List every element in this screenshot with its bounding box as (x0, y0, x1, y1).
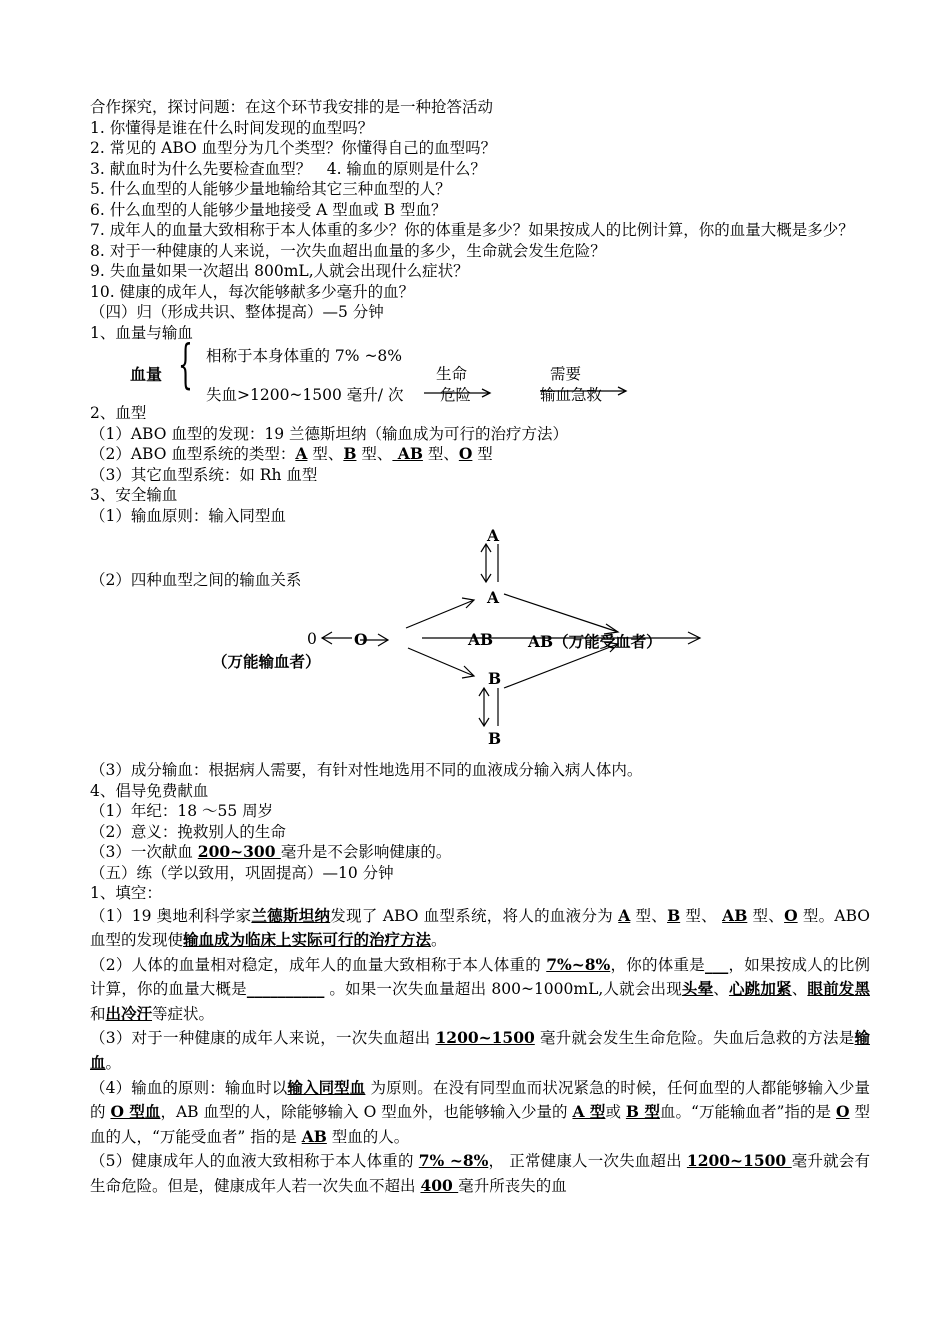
danger-label: 危险 (440, 386, 472, 404)
exercise-5: （5）健康成年人的血液大致相称于本人体重的 7% ~8%， 正常健康人一次失血超出 1200~1500 毫升就会有生命危险。但是，健康成年人若一次失血不超出 400 毫升所丧失的血 (90, 1151, 870, 1196)
question-2: 2. 常见的 ABO 血型分为几个类型？你懂得自己的血型吗？ (90, 139, 497, 157)
transfusion-relationship-label: （2）四种血型之间的输血关系 (90, 571, 302, 589)
document-page (90, 97, 870, 1199)
heading-blood-type: 2、血型 (90, 404, 147, 422)
question-6: 6. 什么血型的人能够少量地接受 A 型血或 B 型血？ (90, 200, 447, 219)
exercise-2: （2）人体的血量相对稳定，成年人的血量大致相称于本人体重的 7%~8%，你的体重是___，如果按成人的比例计算，你的血量大概是__________ 。如果一次失血量超出 800~1000mL,人就会出现头晕、心跳加紧、眼前发黑和出冷汗等症状。 (90, 954, 870, 1023)
node-o: O (354, 630, 368, 649)
question-5: 5. 什么血型的人能够少量地输给其它三种血型的人？ (90, 180, 451, 198)
blood-type-discovery: （1）ABO 血型的发现：19 兰德斯坦纳（输血成为可行的治疗方法） (90, 424, 569, 443)
heading-free-donation: 4、倡导免费献血 (90, 781, 209, 800)
abo-types-line: （2）ABO 血型系统的类型：A 型、B 型、 AB 型、O 型 (90, 444, 493, 463)
node-b-bottom: B (488, 729, 502, 748)
section5-title: （五）练（学以致用，巩固提高）—10 分钟 (90, 863, 394, 882)
heading-blood-volume: 1、血量与输血 (90, 323, 193, 342)
exercise-1: （1）19 奥地利科学家兰德斯坦纳发现了 ABO 血型系统，将人的血液分为 A 型、B 型、 AB 型、O 型。ABO 血型的发现使输血成为临床上实际可行的治疗方法。 (90, 905, 870, 950)
exercise-4: （4）输血的原则：输血时以输入同型血 为原则。在没有同型血而状况紧急的时候，任何血型的人都能够输入少量的 O 型血，AB 血型的人，除能够输入 O 型血外，也能够输入少量的 A 型或 B 型血。“万能输血者”指的是 O 型血的人，“万能受血者” 指的是 AB 型血的人。 (90, 1077, 870, 1146)
heading-safe-transfusion: 3、安全输血 (90, 486, 178, 504)
donation-age: （1）年纪：18 ～55 周岁 (90, 802, 274, 820)
need-label: 需要 (550, 365, 582, 383)
question-1: 1. 你懂得是谁在什么时间发现的血型吗？ (90, 118, 374, 137)
blood-volume-line2: 失血>1200~1500 毫升/ 次 (206, 386, 404, 404)
question-10: 10. 健康的成年人，每次能够献多少毫升的血？ (90, 282, 415, 301)
node-ab-universal: AB（万能受血者） (528, 632, 662, 651)
question-3-4: 3. 献血时为什么先要检查血型？ 4. 输血的原则是什么？ (90, 159, 486, 178)
donation-amount: （3）一次献血 200~300 毫升是不会影响健康的。 (90, 842, 452, 861)
intro-line: 合作探究，探讨问题：在这个环节我安排的是一种抢答活动 (90, 98, 494, 116)
fill-in-title: 1、填空： (90, 884, 162, 902)
life-label: 生命 (436, 365, 468, 383)
brace-icon: { (178, 335, 193, 395)
donation-meaning: （2）意义：挽救别人的生命 (90, 822, 286, 841)
question-7: 7. 成年人的血量大致相称于本人体重的多少？你的体重是多少？如果按成人的比例计算，你的血量大概是多少？ (90, 221, 854, 239)
node-ab-mid: AB (468, 630, 494, 649)
blood-volume-label: 血量 (130, 365, 163, 384)
node-b-mid: B (488, 669, 502, 688)
question-9: 9. 失血量如果一次超出 800mL,人就会出现什么症状？ (90, 262, 469, 280)
section4-title: （四）归（形成共识、整体提高）—5 分钟 (90, 303, 384, 321)
transfusion-arrows (90, 526, 790, 760)
exercise-3: （3）对于一种健康的成年人来说，一次失血超出 1200~1500 毫升就会发生生命危险。失血后急救的方法是输血。 (90, 1028, 870, 1073)
blood-volume-diagram (90, 335, 870, 404)
emergency-transfusion-label: 输血急救 (540, 386, 603, 404)
question-8: 8. 对于一种健康的人来说，一次失血超出血量的多少，生命就会发生危险？ (90, 241, 606, 260)
node-a-mid: A (487, 588, 500, 607)
transfusion-principle: （1）输血原则：输入同型血 (90, 506, 286, 525)
other-blood-systems: （3）其它血型系统：如 Rh 血型 (90, 465, 318, 484)
blood-volume-line1: 相称于本身体重的 7% ~8% (206, 347, 403, 365)
node-zero: 0 (307, 630, 317, 648)
transfusion-relationship-diagram (90, 526, 870, 760)
component-transfusion: （3）成分输血：根据病人需要，有针对性地选用不同的血液成分输入病人体内。 (90, 761, 643, 779)
universal-donor-label: （万能输血者） (212, 652, 321, 671)
node-a-top: A (487, 526, 500, 545)
arrow-icons (90, 343, 650, 403)
